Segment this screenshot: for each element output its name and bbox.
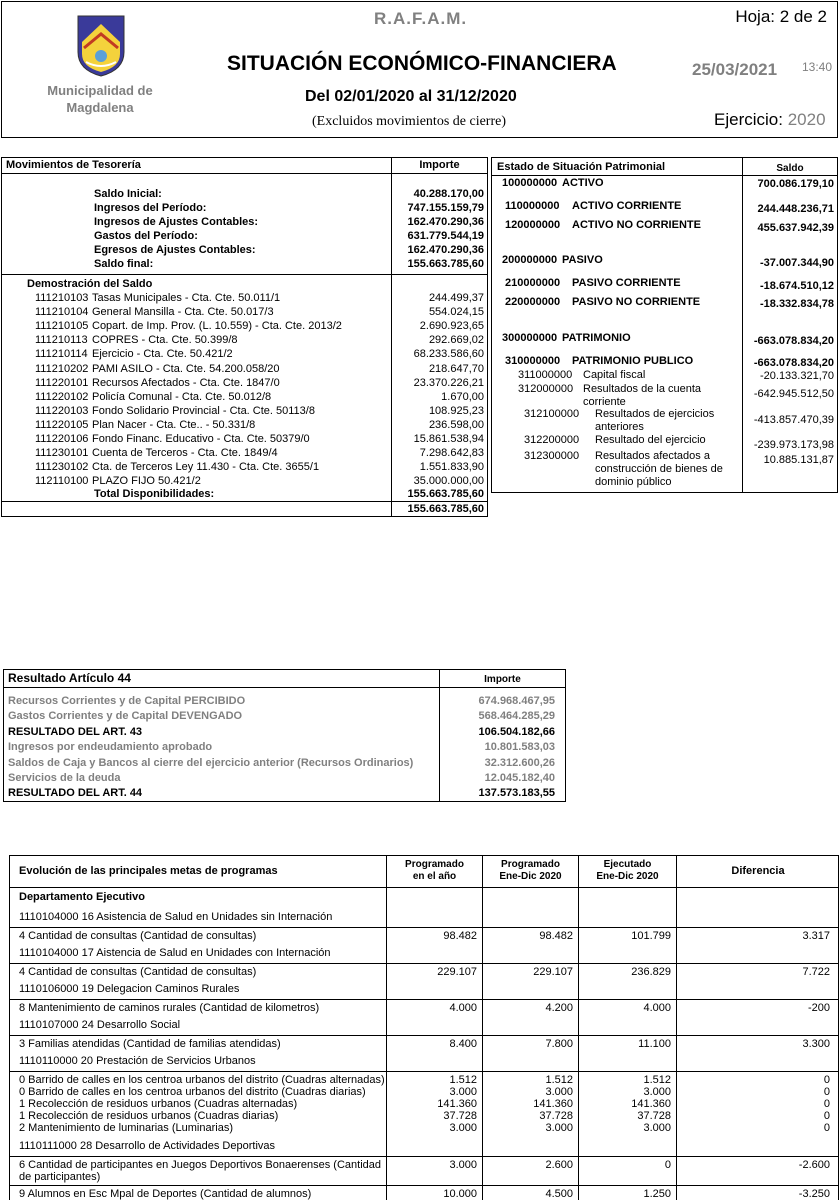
goal-value: 4.500	[545, 1188, 573, 1200]
summary-label: Gastos del Período:	[94, 230, 198, 242]
patrimonial-description: ACTIVO NO CORRIENTE	[572, 219, 701, 231]
report-title: SITUACIÓN ECONÓMICO-FINANCIERA	[227, 52, 617, 75]
goal-description: 1 Recolección de residuos urbanos (Cuadras diarias)	[19, 1110, 279, 1122]
account-code: 111210202	[35, 362, 89, 375]
patrimonial-header-label: Estado de Situación Patrimonial	[497, 161, 666, 173]
goal-value: 101.799	[631, 930, 671, 942]
goal-value: 141.360	[631, 1098, 671, 1110]
goal-value: 229.107	[437, 966, 477, 978]
patrimonial-description: ACTIVO	[562, 177, 604, 189]
goal-description: 2 Mantenimiento de luminarias (Luminarias)	[19, 1122, 233, 1134]
account-code: 111220106	[35, 433, 89, 445]
goal-value: 7.800	[545, 1038, 573, 1050]
patrimonial-description-line: construcción de bienes de	[595, 463, 723, 475]
patrimonial-description-line: Resultados afectados a	[595, 450, 710, 462]
account-description: Fondo Financ. Educativo - Cta. Cte. 50379/0	[92, 433, 310, 445]
program-name: 1110104000 16 Asistencia de Salud en Unidades sin Internación	[19, 911, 333, 923]
art44-row-amount: 568.464.285,29	[478, 710, 555, 723]
account-code: 111220102	[35, 390, 89, 403]
summary-amount: 162.470.290,36	[407, 244, 484, 256]
account-amount: 35.000.000,00	[413, 475, 484, 488]
patrimonial-amount: -663.078.834,20	[753, 357, 834, 369]
patrimonial-description: Resultado del ejercicio	[595, 434, 706, 446]
patrimonial-amount: -642.945.512,50	[753, 388, 834, 400]
patrimonial-amount: -18.674.510,12	[759, 280, 834, 292]
art44-row-label: Ingresos por endeudamiento aprobado	[8, 741, 213, 754]
goal-value: 37.728	[637, 1110, 671, 1122]
goal-value: 8.400	[449, 1038, 477, 1050]
account-description: Policía Comunal - Cta. Cte. 50.012/8	[92, 390, 272, 403]
summary-label: Ingresos de Ajustes Contables:	[94, 216, 259, 228]
report-period: Del 02/01/2020 al 31/12/2020	[305, 88, 517, 105]
patrimonial-amount: -663.078.834,20	[753, 335, 834, 347]
account-code: 111210114	[35, 348, 88, 361]
goals-header-prog-period-line2: Ene-Dic 2020	[499, 871, 562, 882]
patrimonial-code: 110000000	[505, 200, 560, 212]
goal-value: 7.722	[802, 966, 830, 978]
treasury-table	[1, 157, 488, 517]
goal-value: 10.000	[443, 1188, 477, 1200]
patrimonial-description: PASIVO	[562, 254, 603, 266]
art44-row-label: RESULTADO DEL ART. 44	[8, 787, 143, 800]
art44-row-label: Servicios de la deuda	[8, 772, 121, 784]
account-amount: 23.370.226,21	[413, 376, 484, 389]
page-counter: Hoja: 2 de 2	[735, 7, 827, 26]
goal-value: 4.200	[545, 1002, 573, 1014]
patrimonial-code: 100000000	[502, 177, 558, 189]
goal-value: 3.317	[802, 930, 830, 942]
patrimonial-code: 200000000	[502, 254, 558, 266]
account-code: 111220101	[35, 376, 89, 389]
program-name: 1110107000 24 Desarrollo Social	[19, 1019, 181, 1031]
goal-value: -2.600	[798, 1159, 830, 1171]
account-amount: 68.233.586,60	[413, 348, 484, 361]
art44-header-amount: Importe	[484, 674, 521, 685]
account-description: PAMI ASILO - Cta. Cte. 54.200.058/20	[92, 362, 280, 375]
goals-header-executed	[579, 859, 676, 883]
account-amount: 15.861.538,94	[413, 433, 484, 445]
goal-value: 0	[823, 1110, 830, 1122]
goal-description-line2: de participantes)	[19, 1171, 101, 1183]
patrimonial-header-amount: Saldo	[776, 163, 804, 174]
patrimonial-description-line: corriente	[583, 396, 626, 408]
summary-amount: 155.663.785,60	[407, 258, 484, 270]
report-date: 25/03/2021	[692, 60, 778, 79]
goals-section-title: Departamento Ejecutivo	[19, 891, 145, 903]
account-code: 111210105	[35, 320, 89, 333]
patrimonial-amount: -413.857.470,39	[753, 414, 834, 426]
goal-value: 3.000	[449, 1159, 477, 1171]
account-amount: 1.551.833,90	[419, 461, 484, 474]
goals-header-prog-year	[387, 859, 482, 883]
goal-description: 0 Barrido de calles en los centroa urbanos del distrito (Cuadras alternadas)	[19, 1074, 385, 1086]
patrimonial-code: 220000000	[505, 296, 561, 308]
goals-header-executed-line2: Ene-Dic 2020	[596, 871, 659, 882]
account-description: Cuenta de Terceros - Cta. Cte. 1849/4	[92, 447, 278, 460]
account-code: 112110100	[35, 475, 89, 488]
patrimonial-amount: -37.007.344,90	[759, 257, 834, 269]
account-description: Copart. de Imp. Prov. (L. 10.559) - Cta. Cte. 2013/2	[92, 320, 342, 333]
art44-row-amount: 32.312.600,26	[484, 756, 555, 769]
goal-value: 98.482	[539, 930, 573, 942]
goals-header-label: Evolución de las principales metas de programas	[19, 865, 278, 877]
account-code: 111230102	[35, 461, 89, 474]
program-goals-table	[9, 855, 839, 1200]
goals-header-prog-year-line1: Programado	[405, 859, 464, 870]
goal-value: 1.250	[643, 1188, 671, 1200]
patrimonial-table	[491, 157, 838, 493]
summary-label: Egresos de Ajustes Contables:	[94, 244, 256, 256]
patrimonial-description: PATRIMONIO	[562, 332, 631, 344]
coat-of-arms-logo	[74, 12, 128, 78]
patrimonial-code: 311000000	[518, 369, 573, 381]
treasury-header-amount: Importe	[419, 159, 460, 171]
goal-value: 1.512	[449, 1074, 477, 1086]
goal-value: 4.000	[643, 1002, 671, 1014]
exercise-year: 2020	[787, 110, 826, 129]
summary-label: Saldo Inicial:	[94, 188, 162, 200]
goal-value: 1.512	[545, 1074, 573, 1086]
goal-value: 141.360	[533, 1098, 573, 1110]
patrimonial-amount: 700.086.179,10	[757, 178, 834, 190]
patrimonial-amount: 10.885.131,87	[763, 454, 834, 466]
patrimonial-amount: -239.973.173,98	[753, 439, 834, 451]
goal-value: 0	[823, 1098, 830, 1110]
art44-row-label: RESULTADO DEL ART. 43	[8, 725, 143, 738]
account-code: 111210113	[35, 334, 88, 347]
goal-value: 236.829	[631, 966, 671, 978]
system-name: R.A.F.A.M.	[374, 9, 468, 28]
program-name: 1110110000 20 Prestación de Servicios Urbanos	[19, 1055, 256, 1067]
account-amount: 554.024,15	[428, 306, 484, 319]
goal-value: -200	[807, 1002, 830, 1014]
patrimonial-description: Capital fiscal	[583, 369, 646, 381]
goals-header-executed-line1: Ejecutado	[603, 859, 652, 870]
goals-header-prog-period	[483, 859, 578, 883]
goal-value: 3.300	[802, 1038, 830, 1050]
patrimonial-description-line: Resultados de la cuenta	[583, 383, 702, 395]
account-amount: 2.690.923,65	[419, 320, 484, 333]
goal-value: -3.250	[798, 1188, 830, 1200]
goals-header-prog-period-line1: Programado	[501, 859, 560, 870]
goal-value: 0	[823, 1122, 830, 1134]
goal-value: 1.512	[643, 1074, 671, 1086]
goal-value: 3.000	[545, 1122, 573, 1134]
program-name: 1110111000 28 Desarrollo de Actividades Deportivas	[19, 1140, 276, 1152]
account-description: Recursos Afectados - Cta. Cte. 1847/0	[92, 376, 280, 389]
grand-total-amount: 155.663.785,60	[407, 503, 484, 515]
summary-amount: 747.155.159,79	[407, 202, 484, 214]
program-name: 1110104000 17 Aistencia de Salud en Unidades con Internación	[19, 947, 331, 959]
goal-value: 3.000	[545, 1086, 573, 1098]
patrimonial-amount: 244.448.236,71	[757, 203, 834, 215]
art44-row-label: Saldos de Caja y Bancos al cierre del ejercicio anterior (Recursos Ordinarios)	[8, 756, 414, 769]
art44-row-amount: 10.801.583,03	[484, 741, 555, 754]
account-description: COPRES - Cta. Cte. 50.399/8	[92, 334, 238, 347]
report-header	[1, 1, 838, 138]
goal-value: 0	[823, 1074, 830, 1086]
patrimonial-code: 120000000	[505, 219, 561, 231]
goals-header-diff: Diferencia	[731, 865, 785, 877]
patrimonial-code: 210000000	[505, 277, 561, 289]
art44-row-amount: 12.045.182,40	[484, 772, 555, 784]
goal-value: 37.728	[443, 1110, 477, 1122]
goal-description: 4 Cantidad de consultas (Cantidad de consultas)	[19, 930, 257, 942]
goal-description: 3 Familias atendidas (Cantidad de familias atendidas)	[19, 1038, 281, 1050]
goal-value: 141.360	[437, 1098, 477, 1110]
account-code: 111210104	[35, 306, 89, 319]
patrimonial-code: 312100000	[524, 408, 580, 420]
account-amount: 108.925,23	[428, 404, 484, 417]
patrimonial-amount: -20.133.321,70	[759, 370, 834, 382]
patrimonial-description-line: anteriores	[595, 421, 644, 433]
goal-description: 0 Barrido de calles en los centroa urbanos del distrito (Cuadras diarias)	[19, 1086, 366, 1098]
goal-description: 8 Mantenimiento de caminos rurales (Cantidad de kilometros)	[19, 1002, 320, 1014]
treasury-header-label: Movimientos de Tesorería	[6, 159, 141, 171]
goal-value: 0	[823, 1086, 830, 1098]
goal-value: 2.600	[545, 1159, 573, 1171]
patrimonial-code: 310000000	[505, 355, 561, 367]
goal-value: 3.000	[449, 1122, 477, 1134]
account-amount: 7.298.642,83	[419, 447, 484, 460]
goal-value: 4.000	[449, 1002, 477, 1014]
summary-amount: 40.288.170,00	[413, 188, 484, 200]
patrimonial-description: PASIVO CORRIENTE	[572, 277, 681, 289]
summary-label: Ingresos del Período:	[94, 202, 207, 214]
patrimonial-code: 300000000	[502, 332, 558, 344]
total-amount: 155.663.785,60	[407, 488, 484, 500]
account-code: 111230101	[35, 447, 89, 460]
goal-description: 4 Cantidad de consultas (Cantidad de consultas)	[19, 966, 257, 978]
program-name: 1110106000 19 Delegacion Caminos Rurales	[19, 983, 240, 995]
account-description: Cta. de Terceros Ley 11.430 - Cta. Cte. 3655/1	[92, 461, 320, 474]
goal-value: 0	[664, 1159, 671, 1171]
account-amount: 1.670,00	[441, 390, 484, 403]
account-description: Tasas Municipales - Cta. Cte. 50.011/1	[92, 292, 281, 304]
account-description: Ejercicio - Cta. Cte. 50.421/2	[92, 348, 233, 361]
account-description: Plan Nacer - Cta. Cte.. - 50.331/8	[92, 418, 256, 431]
account-amount: 244.499,37	[428, 292, 484, 304]
balance-demo-title: Demostración del Saldo	[27, 278, 153, 290]
goal-value: 3.000	[449, 1086, 477, 1098]
art44-row-label: Gastos Corrientes y de Capital DEVENGADO	[8, 710, 243, 723]
goal-value: 3.000	[643, 1086, 671, 1098]
goal-description: 9 Alumnos en Esc Mpal de Deportes (Cantidad de alumnos)	[19, 1188, 312, 1200]
goal-value: 37.728	[539, 1110, 573, 1122]
art44-row-amount: 137.573.183,55	[478, 787, 555, 800]
goal-value: 98.482	[443, 930, 477, 942]
report-time: 13:40	[802, 60, 833, 74]
summary-amount: 631.779.544,19	[407, 230, 484, 242]
summary-amount: 162.470.290,36	[407, 216, 484, 228]
art44-header-label: Resultado Artículo 44	[8, 671, 131, 685]
goal-value: 11.100	[638, 1038, 671, 1050]
patrimonial-code: 312000000	[518, 383, 574, 395]
exercise	[714, 110, 826, 130]
account-description: PLAZO FIJO 50.421/2	[92, 475, 201, 488]
patrimonial-amount: -18.332.834,78	[759, 298, 834, 310]
account-code: 111210103	[35, 292, 89, 304]
patrimonial-description: PASIVO NO CORRIENTE	[572, 296, 701, 308]
account-code: 111220105	[35, 418, 89, 431]
account-amount: 236.598,00	[428, 418, 484, 431]
municipality-name: Municipalidad de Magdalena	[47, 83, 153, 115]
goal-value: 229.107	[533, 966, 573, 978]
total-label: Total Disponibilidades:	[94, 488, 215, 500]
patrimonial-code: 312200000	[524, 434, 580, 446]
account-code: 111220103	[35, 404, 89, 417]
art44-row-label: Recursos Corrientes y de Capital PERCIBIDO	[8, 695, 246, 707]
goals-header-prog-year-line2: en el año	[412, 871, 457, 882]
art44-row-amount: 674.968.467,95	[478, 695, 555, 707]
account-description: Fondo Solidario Provincial - Cta. Cte. 50113/8	[92, 404, 315, 417]
summary-label: Saldo final:	[94, 258, 154, 270]
goal-description: 1 Recolección de residuos urbanos (Cuadras alternadas)	[19, 1098, 298, 1110]
patrimonial-description-line: dominio público	[595, 476, 672, 488]
patrimonial-description: PATRIMONIO PUBLICO	[572, 355, 694, 367]
goal-value: 3.000	[643, 1122, 671, 1134]
patrimonial-description-line: Resultados de ejercicios	[595, 408, 715, 420]
patrimonial-description: ACTIVO CORRIENTE	[572, 200, 682, 212]
exercise-label: Ejercicio:	[714, 110, 783, 129]
patrimonial-amount: 455.637.942,39	[757, 222, 834, 234]
article-44-table	[3, 669, 566, 802]
account-description: General Mansilla - Cta. Cte. 50.017/3	[92, 306, 274, 319]
goal-description: 6 Cantidad de participantes en Juegos Deportivos Bonaerenses (Cantidad	[19, 1159, 382, 1171]
account-amount: 218.647,70	[428, 362, 484, 375]
report-note: (Excluidos movimientos de cierre)	[312, 114, 506, 129]
patrimonial-code: 312300000	[524, 450, 580, 462]
account-amount: 292.669,02	[428, 334, 484, 347]
art44-row-amount: 106.504.182,66	[478, 725, 555, 738]
